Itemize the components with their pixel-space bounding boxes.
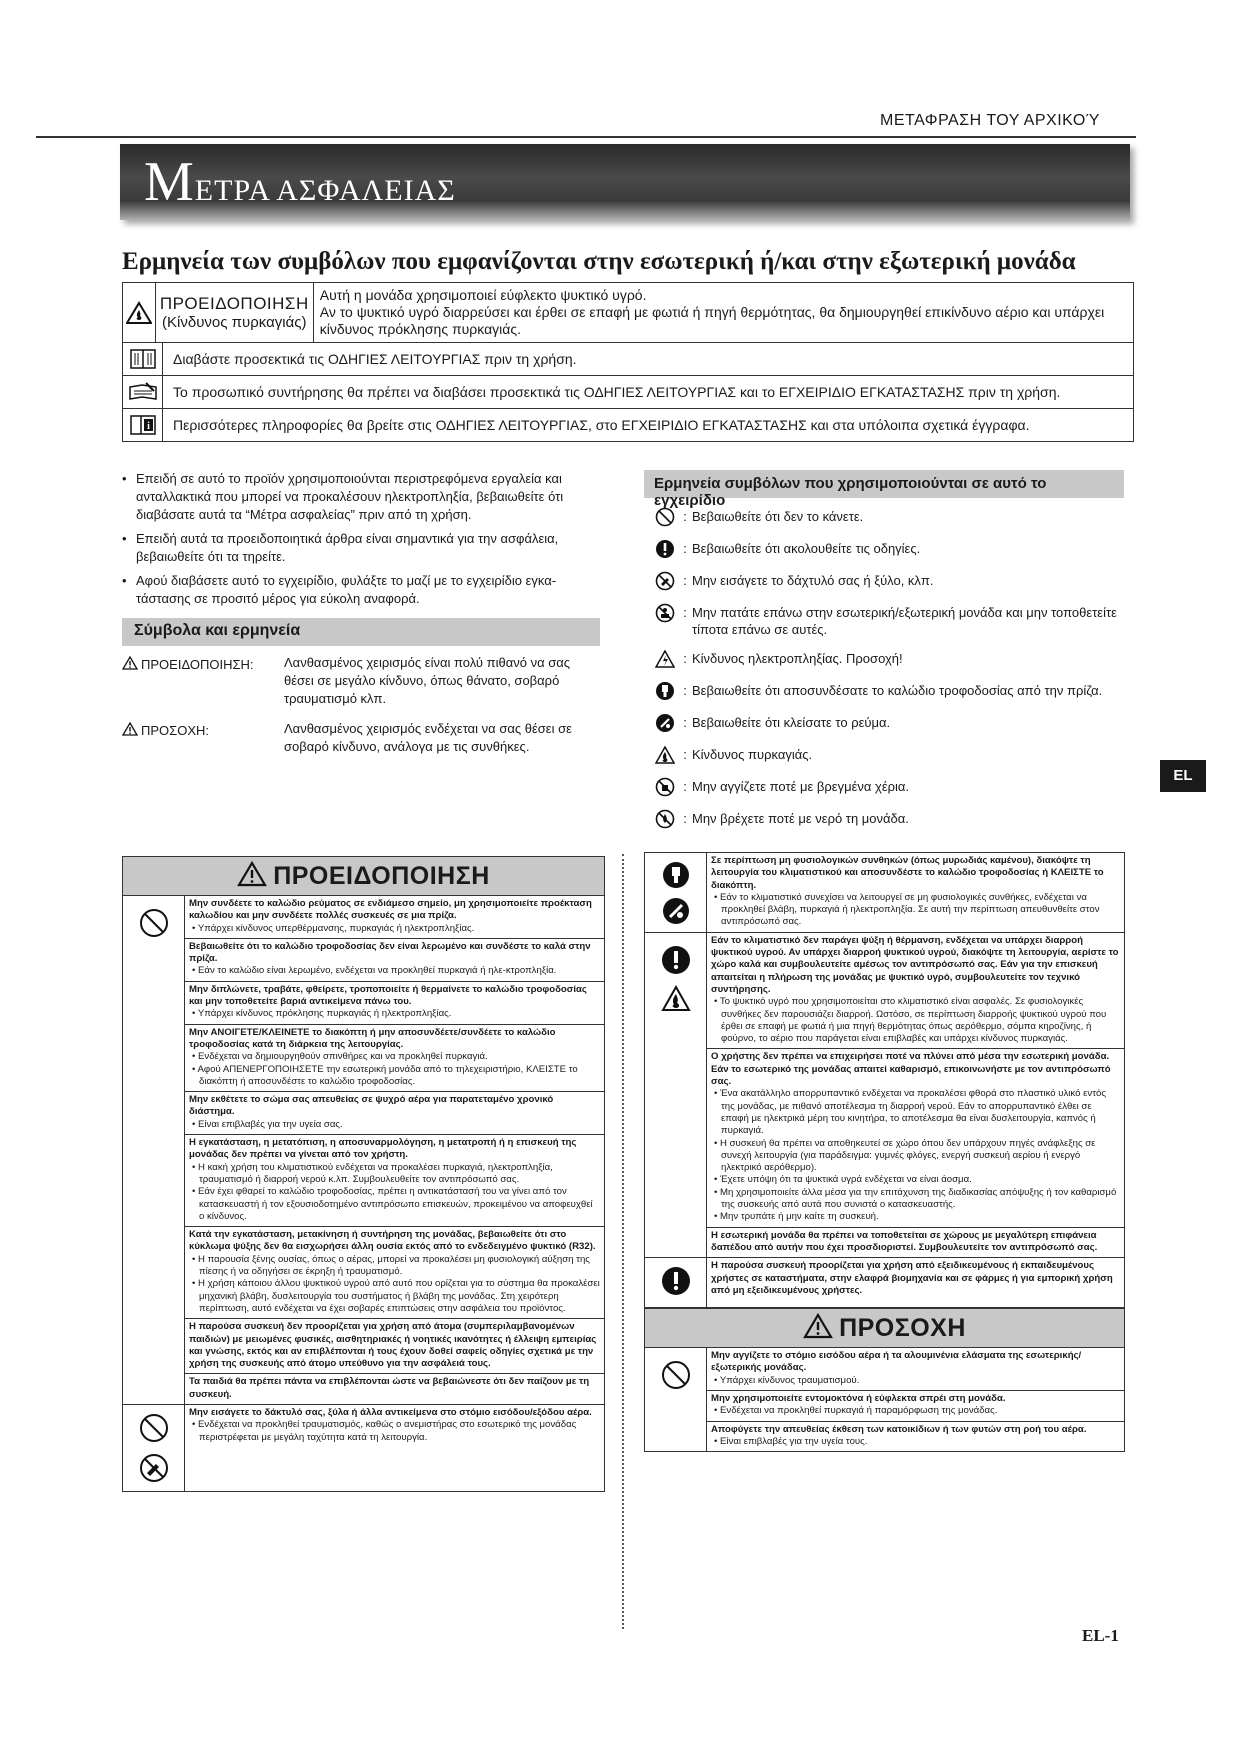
warning-item: Μην ΑΝΟΙΓΕΤΕ/ΚΛΕΙΝΕΤΕ το διακόπτη ή μην αποσυνδέετε/συνδέετε το καλώδιο τροφοδοσίας κατά τη διάρκεια της λειτουργίας. • Ενδέχεται να δημιουργηθούν σπινθήρες και να προκληθεί πυρκαγιά. • Αφού ΑΠΕΝΕΡΓΟΠΟΙΗΣΕΤΕ την εσωτερική μονάδα από το τηλεχειριστήριο, ΚΛΕΙΣΤΕ το διακόπτη ή αποσυνδέστε το καλώδιο τροφοδοσίας. (185, 1025, 604, 1092)
list-item: : Βεβαιωθείτε ότι ακολουθείτε τις οδηγίες. (652, 538, 1124, 560)
warning-triangle-icon (122, 656, 138, 670)
power-off-icon (652, 712, 678, 734)
warning-item: Κατά την εγκατάσταση, μετακίνηση ή συντήρηση της μονάδας, βεβαιωθείτε ότι στο κύκλωμα ψύξης δεν θα εισχωρήσει άλλη ουσία εκτός από το ενδεδειγμένο ψυκτικό (R32). • Η παρουσία ξένης ουσίας, όπως ο αέρας, μπορεί να προκαλέσει μη φυσιολογική αύξηση της πίεσης ή να οδηγήσει σε έκρηξη ή τραυματισμό. • Η χρήση κάποιου άλλου ψυκτικού υγρού από αυτό που ορίζεται για το σύστημα θα προκαλέσει μηχανική βλάβη, δυσλειτουργία του συστήματος ή βλάβη της μονάδας. Στη χειρότερη περίπτωση, αυτό ενδέχεται να έχει σοβαρές επιπτώσεις στην ασφάλεια του προϊόντος. (185, 1227, 604, 1319)
symbols-meaning-list (122, 654, 602, 768)
mandatory-icon (652, 538, 678, 560)
column-divider (622, 854, 624, 1629)
warning-item: Μην συνδέετε το καλώδιο ρεύματος σε ενδιάμεσο σημείο, μη χρησιμοποιείτε προέκταση καλωδίου και μην συνδέετε πολλές συσκευές σε μια πρίζα. • Υπάρχει κίνδυνος υπερθέρμανσης, πυρκαγιάς ή ηλεκτροπληξίας. (185, 896, 604, 939)
symbol-row-info: i Περισσότερες πληροφορίες θα βρείτε στις ΟΔΗΓΙΕΣ ΛΕΙΤΟΥΡΓΙΑΣ, στο ΕΓΧΕΙΡΙΔΙΟ ΕΓΚΑΤΑΣΤΑΣΗΣ και στα υπόλοιπα σχετικά έγγραφα. (123, 409, 1133, 441)
svg-text:i: i (146, 421, 150, 432)
list-item: : Κίνδυνος ηλεκτροπληξίας. Προσοχή! (652, 648, 1124, 670)
mandatory-icon (661, 945, 691, 975)
definition-warning: ΠΡΟΕΙΔΟΠΟΙΗΣΗ: Λανθασμένος χειρισμός είναι πολύ πιθανό να σας θέσει σε μεγάλο κίνδυνο, όπως θάνατο, σοβαρό τραυματισμό κλπ. (122, 654, 602, 708)
intro-bullets (122, 470, 602, 614)
warning-item: Σε περίπτωση μη φυσιολογικών συνθηκών (όπως μυρωδιάς καμένου), διακόψτε τη λειτουργία του κλιματιστικού και αποσυνδέστε το καλώδιο τροφοδοσίας ή ΚΛΕΙΣΤΕ το διακόπτη. • Εάν το κλιματιστικό συνεχίσει να λειτουργεί σε μη φυσιολογικές συνθήκες, ενδέχεται να προκληθεί βλάβη, πυρκαγιά ή ηλεκτροπληξία. Σε αυτή την περίπτωση απευθυνθείτε στον αντιπρόσωπό σας. (711, 855, 1104, 928)
warning-item: Μην χρησιμοποιείτε εντομοκτόνα ή εύφλεκτα σπρέι στη μονάδα. • Ενδέχεται να προκληθεί πυρκαγιά ή παραμόρφωση της μονάδας. (707, 1391, 1124, 1422)
caution-triangle-icon (803, 1313, 833, 1339)
symbols-heading: Ερμηνεία των συμβόλων που εμφανίζονται στην εσωτερική ή/και στην εξωτερική μονάδα (122, 248, 1076, 275)
list-item: : Μην αγγίζετε ποτέ με βρεγμένα χέρια. (652, 776, 1124, 798)
no-water-icon (652, 808, 678, 830)
warning-description: Αυτή η μονάδα χρησιμοποιεί εύφλεκτο ψυκτικό υγρό. Αν το ψυκτικό υγρό διαρρεύσει και έρθει σε επαφή με φωτιά ή πηγή θερμότητας, θα δημιουργηθεί επικίνδυνο αέριο και υπάρχει κίνδυνος πρόκλησης πυρκαγιάς. (319, 287, 1105, 337)
list-item: • Επειδή αυτά τα προειδοποιητικά άρθρα είναι σημαντικά για την ασφάλεια, βεβαιωθείτε ότι τα τηρείτε. (122, 530, 602, 566)
list-item: : Βεβαιωθείτε ότι κλείσατε το ρεύμα. (652, 712, 1124, 734)
info-book-icon (123, 409, 163, 441)
list-item: • Αφού διαβάσετε αυτό το εγχειρίδιο, φυλάξτε το μαζί με το εγχειρίδιο εγκα-τάστασης σε προσιτό μέρος για εύκολη αναφορά. (122, 572, 602, 608)
list-item: : Μην βρέχετε ποτέ με νερό τη μονάδα. (652, 808, 1124, 830)
warning-item: Εάν το κλιματιστικό δεν παράγει ψύξη ή θέρμανση, ενδέχεται να υπάρχει διαρροή ψυκτικού υγρού. Αν υπάρχει διαρροή ψυκτικού υγρού, διακόψτε τη λειτουργία, αερίστε το χώρο καλά και συμβουλευτείτε αμέσως τον αντιπρόσωπό σας. Εάν για την επισκευή απαιτείται η πλήρωση της μονάδας με ψυκτικό υγρό, συμβουλευτείτε τον τεχνικό συντήρησης. • Το ψυκτικό υγρό που χρησιμοποιείται στο κλιματιστικό είναι ασφαλές. Σε φυσιολογικές συνθήκες δεν παρουσιάζει διαρροή. Ωστόσο, σε περίπτωση διαρροής ψυκτικού υγρού που έρθει σε επαφή με φωτιά ή μια πηγή θερμότητας όπως αερόθερμο, σόμπα κηροζίνης, ή φούρνο, το αέριο που παράγεται είναι επιβλαβές και υπάρχει κίνδυνος πυρκαγιάς. (707, 933, 1124, 1050)
warning-item: Μην αγγίζετε το στόμιο εισόδου αέρα ή τα αλουμινένια ελάσματα της εσωτερικής/εξωτερικής μονάδας. • Υπάρχει κίνδυνος τραυματισμού. (707, 1348, 1124, 1391)
no-finger-icon (139, 1453, 169, 1483)
list-item: : Μην πατάτε επάνω στην εσωτερική/εξωτερική μονάδα και μην τοποθετείτε τίποτα επάνω σε αυτές. (652, 602, 1124, 638)
header-rule (36, 136, 1136, 138)
power-off-icon (662, 897, 690, 925)
service-manual-icon (123, 376, 163, 408)
prohibited-icon (661, 1360, 691, 1390)
book-icon (123, 343, 163, 375)
list-item: : Κίνδυνος πυρκαγιάς. (652, 744, 1124, 766)
warning-item: Βεβαιωθείτε ότι το καλώδιο τροφοδοσίας δεν είναι λερωμένο και συνδέστε το καλά στην πρίζα. • Εάν το καλώδιο είναι λερωμένο, ενδέχεται να προκληθεί πυρκαγιά ή ηλε-κτροπληξία. (185, 939, 604, 982)
warning-item: Μην εισάγετε το δάκτυλό σας, ξύλα ή άλλα αντικείμενα στο στόμιο εισόδου/εξόδου αέρα. • Ενδέχεται να προκληθεί τραυματισμός, καθώς ο ανεμιστήρας στο εσωτερικό της μονάδας περιστρέφεται με μεγάλη ταχύτητα κατά τη λειτουργία. (189, 1406, 592, 1443)
list-item: : Βεβαιωθείτε ότι δεν το κάνετε. (652, 506, 1124, 528)
symbols-meaning-heading: Σύμβολα και ερμηνεία (122, 618, 600, 646)
no-wet-hands-icon (652, 776, 678, 798)
definition-caution: ΠΡΟΣΟΧΗ: Λανθασμένος χειρισμός ενδέχεται να σας θέσει σε σοβαρό κίνδυνο, ανάλογα με τις συνθήκες. (122, 720, 602, 756)
warning-triangle-icon (237, 861, 267, 887)
warning-box-continued (644, 852, 1125, 1452)
list-item: • Επειδή σε αυτό το προϊόν χρησιμοποιούνται περιστρεφόμενα εργαλεία και ανταλλακτικά που μπορεί να προκαλέσουν ηλεκτροπληξία, βεβαιωθείτε ότι διαβάσατε αυτά τα “Μέτρα ασφαλείας” πριν από τη χρήση. (122, 470, 602, 524)
symbol-row-service: Το προσωπικό συντήρησης θα πρέπει να διαβάσει προσεκτικά τις ΟΔΗΓΙΕΣ ΛΕΙΤΟΥΡΓΙΑΣ και το ΕΓΧΕΙΡΙΔΙΟ ΕΓΚΑΤΑΣΤΑΣΗΣ πριν τη χρήση. (123, 376, 1133, 409)
title-banner (120, 144, 1130, 220)
manual-symbols-heading: Ερμηνεία συμβόλων που χρησιμοποιούνται σε αυτό το εγχειρίδιο (644, 470, 1124, 498)
warning-item: Τα παιδιά θα πρέπει πάντα να επιβλέπονται ώστε να βεβαιώνεστε ότι δεν παίζουν με τη συσκευή. (189, 1376, 590, 1400)
warning-item: Η εγκατάσταση, η μετατόπιση, η αποσυναρμολόγηση, η μετατροπή ή η επισκευή της μονάδας δεν πρέπει να γίνεται από τον χρήστη. • Η κακή χρήση του κλιματιστικού ενδέχεται να προκαλέσει πυρκαγιά, ηλεκτροπληξία, τραυματισμό ή διαρροή νερού κ.λπ. Συμβουλευθείτε τον αντιπρόσωπό σας. • Εάν έχει φθαρεί το καλώδιο τροφοδοσίας, πρέπει η αντικατάστασή του να γίνει από τον κατασκευαστή ή τον εξουσιοδοτημένο αντιπρόσωπο επισκευών, προκειμένου να αποφευχθεί ο κίνδυνος. (185, 1135, 604, 1227)
warning-box-title: ΠΡΟΕΙΔΟΠΟΙΗΣΗ (123, 857, 604, 896)
warning-item: Μην εκθέτετε το σώμα σας απευθείας σε ψυχρό αέρα για παρατεταμένο χρονικό διάστημα. • Είναι επιβλαβές για την υγεία σας. (185, 1092, 604, 1135)
manual-symbols-list (652, 506, 1124, 840)
warning-item: Αποφύγετε την απευθείας έκθεση των κατοικίδιων ή των φυτών στη ροή του αέρα. • Είναι επιβλαβές για την υγεία τους. (711, 1423, 1087, 1447)
caution-box-title: ΠΡΟΣΟΧΗ (645, 1308, 1124, 1348)
list-item: : Βεβαιωθείτε ότι αποσυνδέσατε το καλώδιο τροφοδοσίας από την πρίζα. (652, 680, 1124, 702)
warning-label-cell: ΠΡΟΕΙΔΟΠΟΙΗΣΗ (Κίνδυνος πυρκαγιάς) (156, 283, 314, 342)
caution-triangle-icon (122, 722, 138, 736)
symbol-table (122, 282, 1134, 442)
fire-hazard-icon (661, 985, 691, 1012)
warning-item: Μην διπλώνετε, τραβάτε, φθείρετε, τροποποιείτε ή θερμαίνετε το καλώδιο τροφοδοσίας και μην τοποθετείτε βαριά αντικείμενα πάνω του. • Υπάρχει κίνδυνος πρόκλησης πυρκαγιάς ή ηλεκτροπληξίας. (185, 982, 604, 1025)
page-title: MΕΤΡΑ ΑΣΦΑΛΕΙΑΣ (144, 151, 456, 213)
symbol-row-manual: Διαβάστε προσεκτικά τις ΟΔΗΓΙΕΣ ΛΕΙΤΟΥΡΓΙΑΣ πριν τη χρήση. (123, 343, 1133, 376)
language-tab: EL (1160, 760, 1206, 792)
fire-warning-icon (123, 283, 156, 342)
prohibited-icon (139, 908, 169, 938)
page-number: EL-1 (1082, 1626, 1119, 1645)
warning-item: Η παρούσα συσκευή δεν προορίζεται για χρήση από άτομα (συμπεριλαμβανομένων παιδιών) με μειωμένες φυσικές, αισθητηριακές ή νοητικές ικανότητες ή έλλειψη εμπειρίας και γνώσης, εκτός και αν επιβλέπονται ή τους έχουν δοθεί σαφείς οδηγίες σχετικά με την χρήση της συσκευής από άτομο υπεύθυνο για την ασφάλειά τους. (185, 1319, 604, 1374)
prohibited-icon (652, 506, 678, 528)
warning-item: Η παρούσα συσκευή προορίζεται για χρήση από εξειδικευμένους ή εκπαιδευμένους χρήστες σε καταστήματα, στην ελαφρά βιομηχανία και σε φάρμες ή για εμπορική χρήση από μη εξειδικευμένους χρήστες. (711, 1260, 1113, 1296)
symbol-row-warning (123, 283, 1133, 343)
translation-note: ΜΕΤΑΦΡΑΣΗ ΤΟΥ ΑΡΧΙΚΟΎ (880, 112, 1100, 129)
unplug-icon (662, 861, 690, 889)
mandatory-icon (661, 1266, 691, 1296)
warning-box (122, 856, 605, 1492)
prohibited-icon (139, 1413, 169, 1443)
warning-item: Ο χρήστης δεν πρέπει να επιχειρήσει ποτέ να πλύνει από μέσα την εσωτερική μονάδα. Εάν το εσωτερικό της μονάδας απαιτεί καθαρισμό, επικοινωνήστε με τον αντιπρόσωπό σας. • Ένα ακατάλληλο απορρυπαντικό ενδέχεται να προκαλέσει φθορά στο πλαστικό υλικό εντός της μονάδας, με πιθανό αποτέλεσμα τη διαρροή νερού. Εάν το απορρυπαντικό έλθει σε επαφή με ηλεκτρικά μέρη του κινητήρα, το αποτέλεσμα θα είναι δυσλειτουργία, καπνός ή πυρκαγιά. • Η συσκευή θα πρέπει να αποθηκευτεί σε χώρο όπου δεν υπάρχουν πηγές ανάφλεξης σε συνεχή λειτουργία (για παράδειγμα: γυμνές φλόγες, ενεργή συσκευή αερίου ή ενεργό ηλεκτρικό αερόθερμο). • Έχετε υπόψη ότι τα ψυκτικά υγρά ενδέχεται να είναι άοσμα. • Μη χρησιμοποιείτε άλλα μέσα για την επιτάχυνση της διαδικασίας απόψυξης ή τον καθαρισμό της συσκευής από αυτά που συνιστά ο κατασκευαστής. • Μην τρυπάτε ή μην καίτε τη συσκευή. (707, 1049, 1124, 1227)
fire-hazard-icon (652, 744, 678, 766)
no-finger-icon (652, 570, 678, 592)
warning-item: Η εσωτερική μονάδα θα πρέπει να τοποθετείται σε χώρους με μεγαλύτερη επιφάνεια δαπέδου από αυτήν που έχει προσδιοριστεί. Συμβουλευτείτε τον αντιπρόσωπό σας. (711, 1229, 1098, 1253)
electric-shock-icon (652, 648, 678, 670)
no-step-icon (652, 602, 678, 624)
list-item: : Μην εισάγετε το δάχτυλό σας ή ξύλο, κλπ. (652, 570, 1124, 592)
unplug-icon (652, 680, 678, 702)
